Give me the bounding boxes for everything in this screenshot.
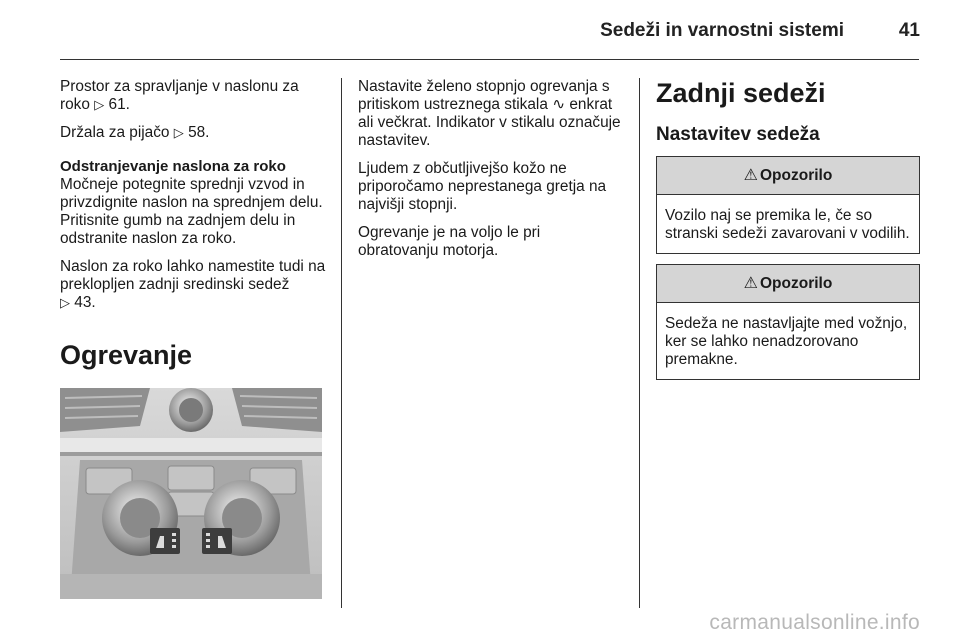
column-divider: [341, 78, 342, 608]
section-title: Ogrevanje: [60, 340, 193, 370]
page-title: Sedeži in varnostni sistemi: [600, 20, 844, 41]
climate-control-panel-image: [60, 388, 322, 599]
reference-arrow-icon: ▷: [173, 125, 184, 140]
header-rule: [60, 59, 919, 60]
warning-box: [656, 264, 920, 380]
page-number: 41: [898, 20, 920, 41]
seat-heating-icon: ∿: [552, 96, 566, 113]
reference-arrow-icon: ▷: [94, 97, 105, 112]
paragraph: Odstranjevanje naslona za roko Močneje potegnite sprednji vzvod in privzdignite naslon na sprednjem delu. Pritisnite gumb na zadnjem delu in odstranite naslon za roko.: [60, 158, 326, 248]
subheading: Odstranjevanje naslona za roko: [60, 158, 286, 175]
paragraph: Držala za pijačo ▷ 58.: [60, 124, 210, 141]
paragraph: Naslon za roko lahko namestite tudi na preklopljen zadnji sredinski sedež ▷ 43.: [60, 258, 326, 311]
paragraph: Prostor za spravljanje v naslonu za roko ▷ 61.: [60, 78, 299, 113]
section-title: Zadnji sedeži: [656, 78, 826, 108]
reference-arrow-icon: ▷: [60, 295, 70, 310]
warning-text: Sedeža ne nastavljajte med vožnjo, ker se lahko nenadzorovano premakne.: [665, 315, 908, 368]
column-right: [656, 78, 920, 390]
paragraph: Ljudem z občutljivejšo kožo ne priporočamo neprestanega gretja na najvišji stopnji.: [358, 160, 607, 213]
column-divider: [639, 78, 640, 608]
warning-header: ⚠ Opozorilo: [657, 157, 919, 195]
paragraph: Nastavite želeno stopnjo ogrevanja s pritiskom ustreznega stikala ∿ enkrat ali večkrat. Indikator v stikalu označuje nastavitev.: [358, 78, 621, 149]
paragraph: Ogrevanje je na voljo le pri obratovanju motorja.: [358, 224, 541, 259]
column-left: [60, 78, 326, 599]
subsection-title: Nastavitev sedeža: [656, 124, 820, 145]
watermark: carmanualsonline.info: [709, 611, 920, 634]
warning-icon: ⚠: [743, 166, 758, 184]
warning-box: [656, 156, 920, 254]
column-middle: [358, 78, 624, 270]
warning-header: ⚠ Opozorilo: [657, 265, 919, 303]
warning-text: Vozilo naj se premika le, če so stranski sedeži zavarovani v vodilih.: [665, 207, 910, 242]
warning-icon: ⚠: [743, 274, 758, 292]
